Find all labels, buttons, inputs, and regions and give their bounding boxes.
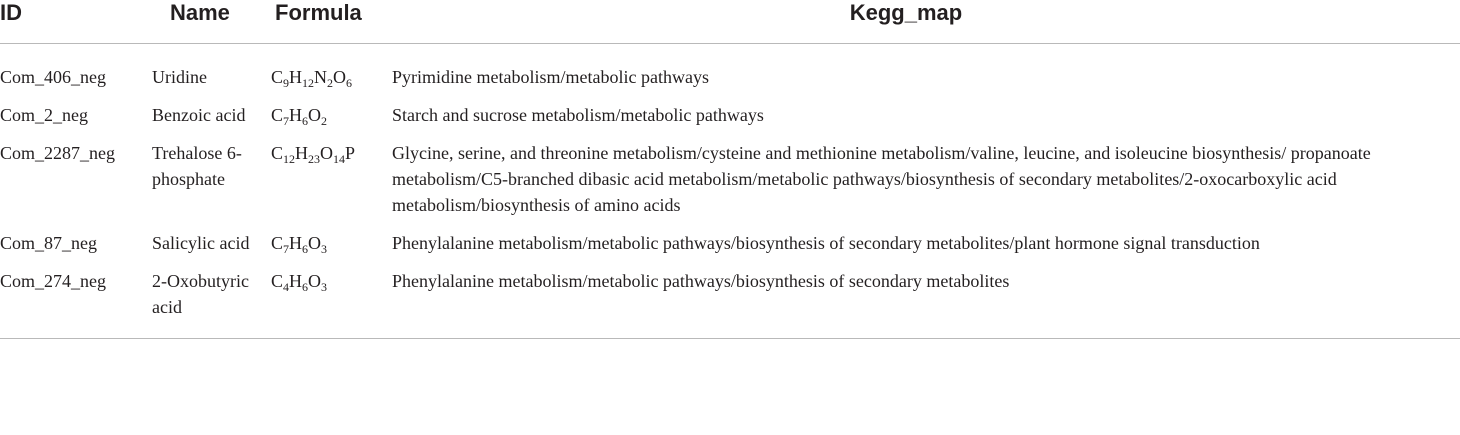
cell-kegg-map: Pyrimidine metabolism/metabolic pathways <box>392 67 709 87</box>
formula-element: H <box>289 105 303 125</box>
cell-name: Trehalose 6-phosphate <box>152 143 242 189</box>
formula-subscript: 4 <box>283 280 290 294</box>
formula-element: P <box>345 143 356 163</box>
formula-element: H <box>289 67 303 87</box>
formula-subscript: 6 <box>302 114 309 128</box>
column-header-name: Name <box>152 0 271 44</box>
formula-element: C <box>271 105 284 125</box>
cell-name: Benzoic acid <box>152 105 246 125</box>
table-row <box>0 44 1460 93</box>
cell-kegg-map: Phenylalanine metabolism/metabolic pathways/biosynthesis of secondary metabolites/plant hormone signal transduction <box>392 233 1260 253</box>
formula-element: O <box>308 271 322 291</box>
formula-element: O <box>308 105 322 125</box>
cell-formula <box>271 44 392 93</box>
formula-subscript: 12 <box>302 76 315 90</box>
cell-name: 2-Oxobutyric acid <box>152 258 271 339</box>
table-row <box>0 92 1460 130</box>
formula-subscript: 7 <box>283 242 290 256</box>
cell-id: Com_274_neg <box>0 258 152 339</box>
formula-subscript: 6 <box>302 242 309 256</box>
formula-element: N <box>314 67 328 87</box>
formula-element: O <box>308 233 322 253</box>
column-header-formula: Formula <box>271 0 392 44</box>
formula-subscript: 6 <box>302 280 309 294</box>
formula-subscript: 14 <box>333 152 346 166</box>
cell-id: Com_2_neg <box>0 105 88 125</box>
cell-kegg-map: Glycine, serine, and threonine metabolism/cysteine and methionine metabolism/valine, leucine, and isoleucine biosynthesis/ propanoate metabolism/C5-branched dibasic acid metabolism/metabolic pathways/biosynthesis of secondary metabolites/2-oxocarboxylic acid metabolism/biosynthesis of amino acids <box>392 143 1371 215</box>
column-header-kegg-map: Kegg_map <box>392 0 1460 44</box>
formula-subscript: 2 <box>327 76 334 90</box>
cell-name: Uridine <box>152 67 207 87</box>
formula-subscript: 2 <box>321 114 328 128</box>
cell-name: Salicylic acid <box>152 233 250 253</box>
formula-subscript: 23 <box>308 152 321 166</box>
formula-subscript: 3 <box>321 242 328 256</box>
cell-formula <box>271 258 392 339</box>
formula-subscript: 3 <box>321 280 328 294</box>
cell-formula <box>271 130 392 220</box>
formula-element: H <box>295 143 309 163</box>
formula-element: H <box>289 271 303 291</box>
table-row <box>0 258 1460 339</box>
cell-id: Com_406_neg <box>0 67 106 87</box>
cell-id: Com_87_neg <box>0 233 97 253</box>
cell-kegg-map: Starch and sucrose metabolism/metabolic pathways <box>392 105 764 125</box>
formula-element: C <box>271 143 284 163</box>
formula-element: O <box>320 143 334 163</box>
table-row <box>0 130 1460 220</box>
cell-formula <box>271 220 392 258</box>
formula-element: C <box>271 271 284 291</box>
cell-kegg-map: Phenylalanine metabolism/metabolic pathways/biosynthesis of secondary metabolites <box>392 258 1460 339</box>
formula-subscript: 7 <box>283 114 290 128</box>
formula-element: H <box>289 233 303 253</box>
formula-element: C <box>271 67 284 87</box>
formula-subscript: 12 <box>283 152 296 166</box>
formula-element: O <box>333 67 347 87</box>
formula-element: C <box>271 233 284 253</box>
cell-formula <box>271 92 392 130</box>
table-row <box>0 220 1460 258</box>
cell-id: Com_2287_neg <box>0 143 115 163</box>
formula-subscript: 6 <box>346 76 353 90</box>
formula-subscript: 9 <box>283 76 290 90</box>
column-header-id: ID <box>0 0 152 44</box>
header-row <box>0 0 1460 44</box>
